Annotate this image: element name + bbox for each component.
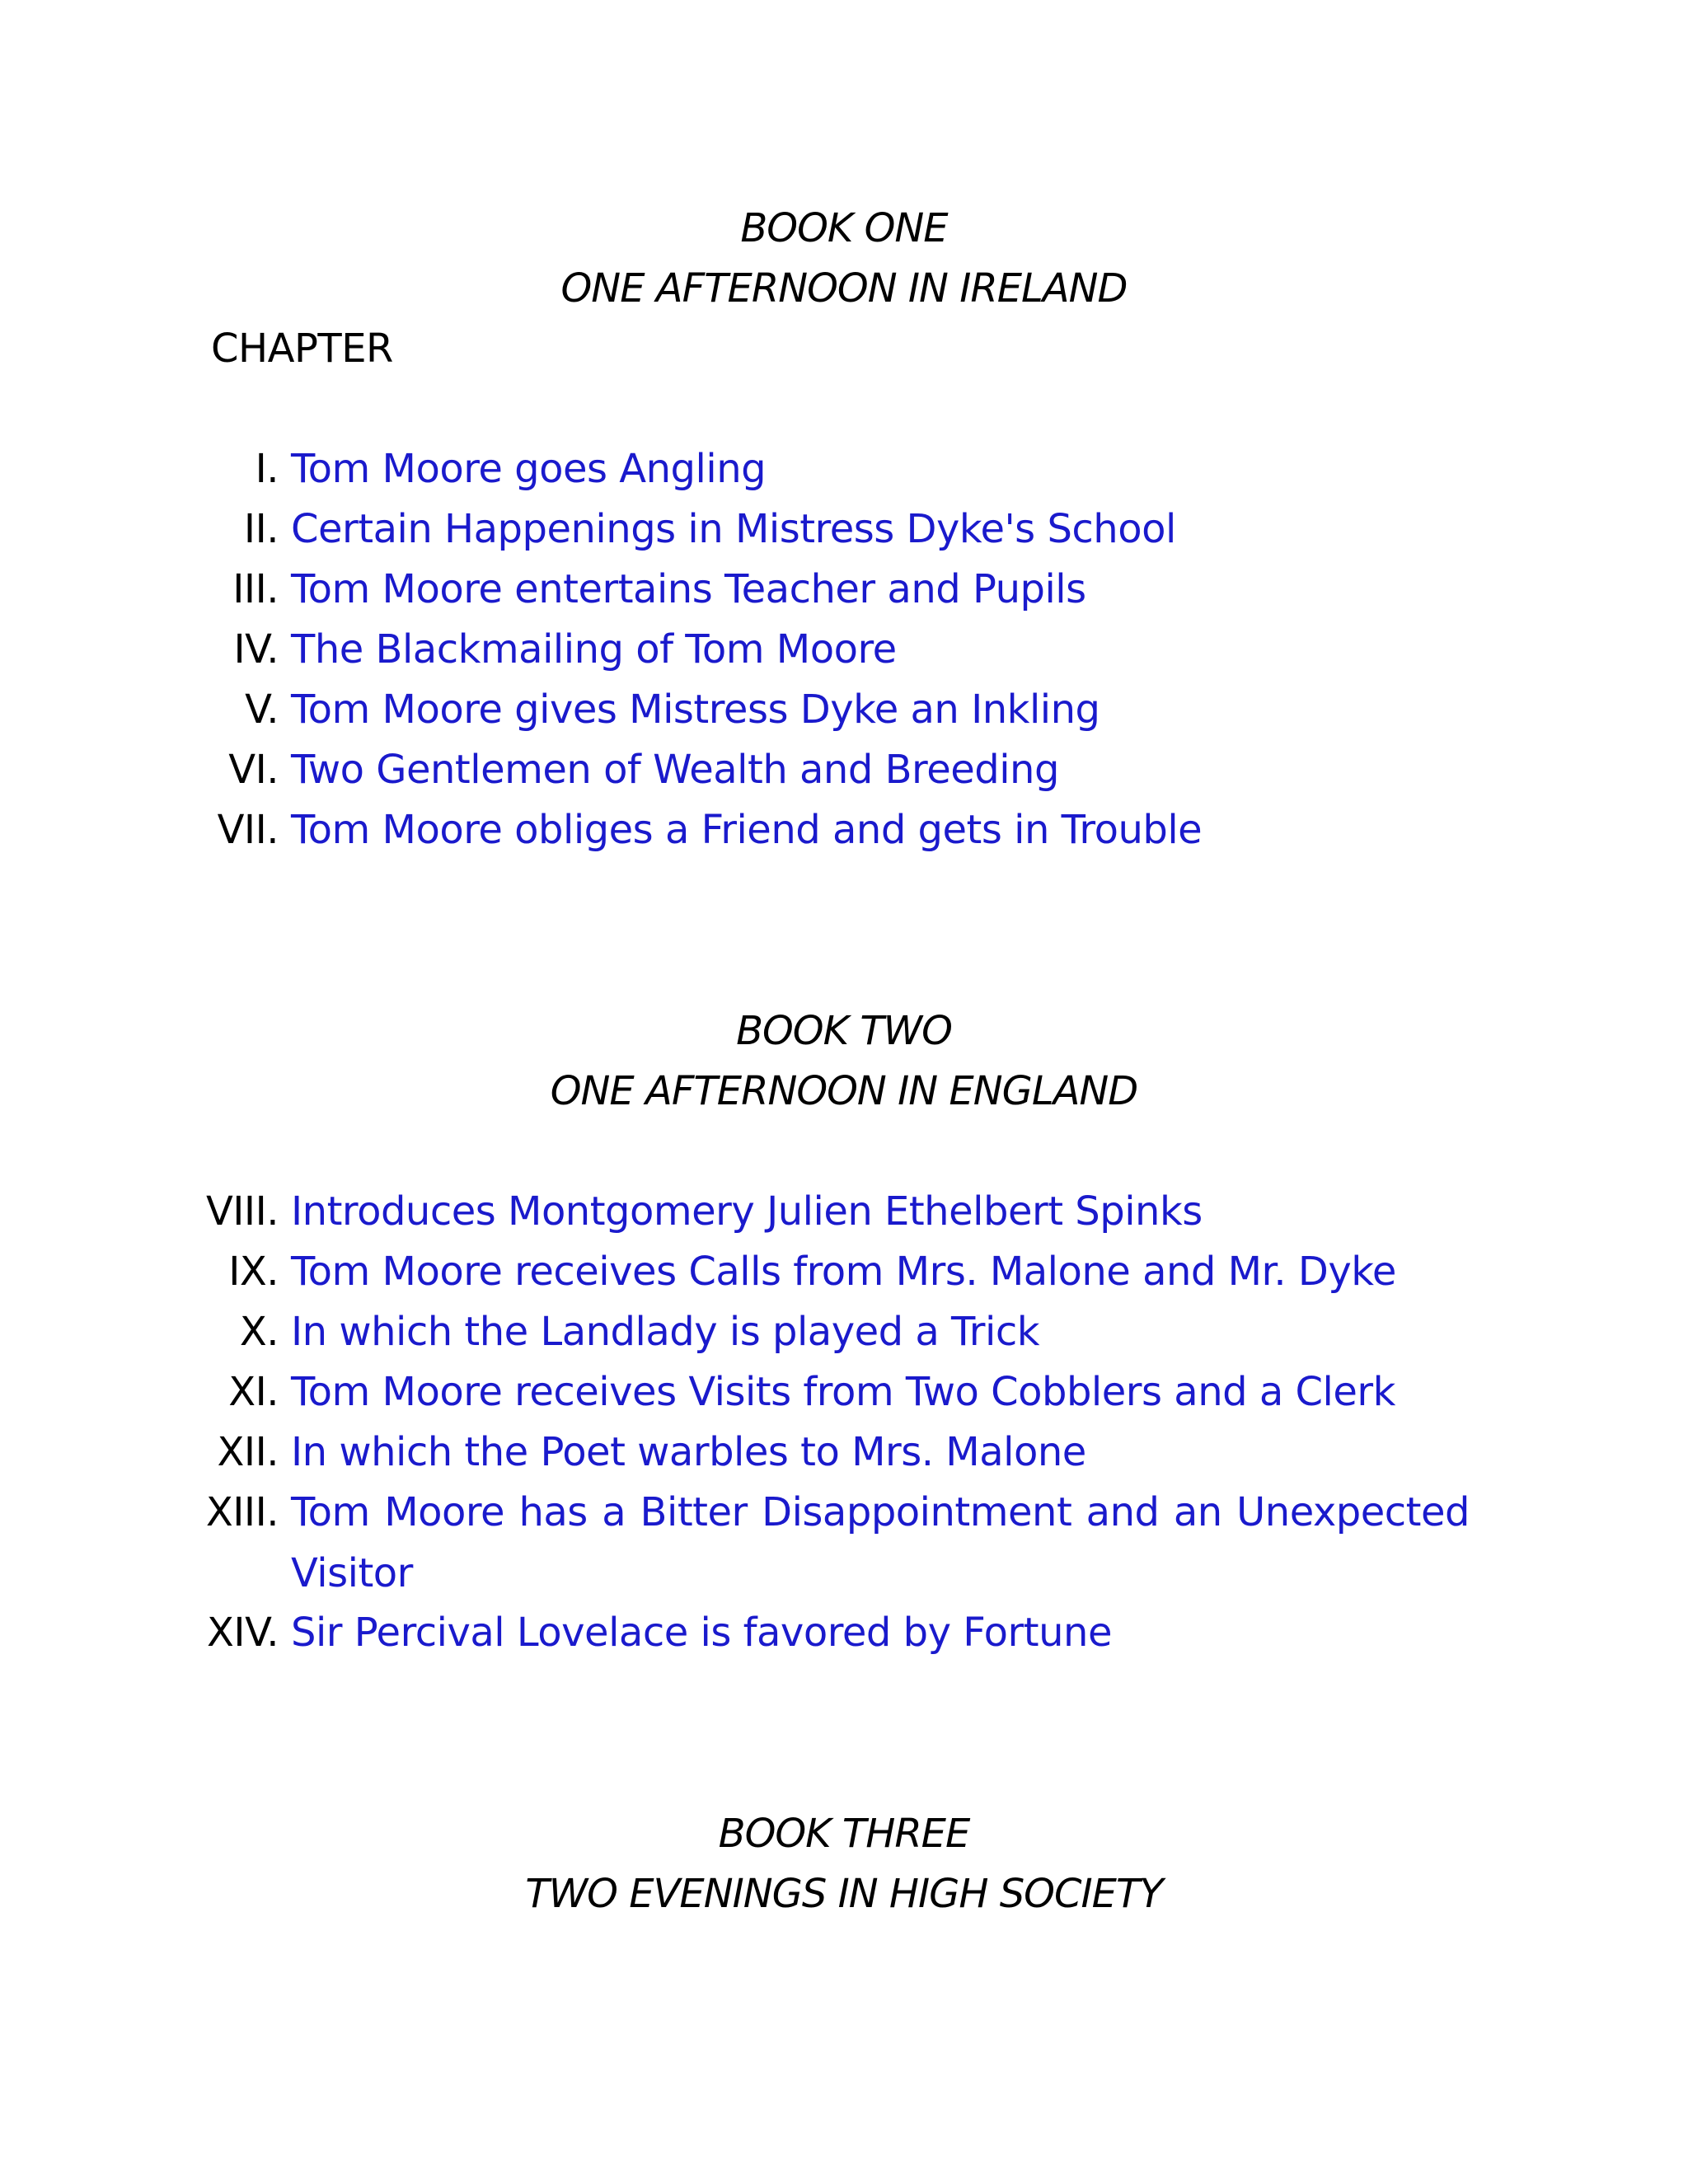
toc-row-6 bbox=[0, 745, 1688, 805]
book-one-subtitle: ONE AFTERNOON IN IRELAND bbox=[560, 265, 1128, 312]
chapter-numeral: I. bbox=[255, 446, 279, 492]
toc-row-9 bbox=[0, 1247, 1688, 1307]
chapter-numeral: XIII. bbox=[205, 1489, 279, 1535]
chapter-link[interactable]: Tom Moore obliges a Friend and gets in Trouble bbox=[291, 807, 1203, 853]
chapter-numeral: XII. bbox=[217, 1429, 279, 1475]
chapter-numeral: V. bbox=[245, 687, 279, 733]
chapter-numeral: VIII. bbox=[205, 1188, 279, 1235]
chapter-link[interactable]: Tom Moore gives Mistress Dyke an Inkling bbox=[291, 687, 1100, 733]
chapter-numeral: VII. bbox=[217, 807, 279, 853]
toc-row-1 bbox=[0, 444, 1688, 504]
toc-row-10 bbox=[0, 1307, 1688, 1367]
toc-row-14 bbox=[0, 1608, 1688, 1668]
book-two-label: BOOK TWO bbox=[736, 1008, 952, 1054]
toc-row-8 bbox=[0, 1187, 1688, 1247]
chapter-link[interactable]: Sir Percival Lovelace is favored by Fortune bbox=[291, 1610, 1112, 1656]
book-two-subtitle: ONE AFTERNOON IN ENGLAND bbox=[550, 1068, 1138, 1114]
chapter-numeral: IV. bbox=[233, 626, 279, 673]
chapter-link[interactable]: Two Gentlemen of Wealth and Breeding bbox=[291, 747, 1059, 793]
chapter-link[interactable]: In which the Landlady is played a Trick bbox=[291, 1309, 1040, 1355]
chapter-link[interactable]: Certain Happenings in Mistress Dyke's School bbox=[291, 506, 1176, 552]
toc-row-7 bbox=[0, 805, 1688, 865]
chapter-link[interactable]: The Blackmailing of Tom Moore bbox=[291, 626, 897, 673]
chapter-link[interactable]: Tom Moore has a Bitter Disappointment and an Unexpected Visitor bbox=[291, 1489, 1470, 1596]
chapter-numeral: II. bbox=[243, 506, 279, 552]
chapter-link[interactable]: Tom Moore entertains Teacher and Pupils bbox=[291, 566, 1086, 612]
book-one-label: BOOK ONE bbox=[740, 205, 948, 251]
chapter-numeral: III. bbox=[232, 566, 279, 612]
chapter-numeral: XI. bbox=[228, 1369, 279, 1415]
toc-row-11 bbox=[0, 1367, 1688, 1427]
chapter-numeral: XIV. bbox=[207, 1610, 279, 1656]
chapter-numeral: X. bbox=[239, 1309, 279, 1355]
book-three-label: BOOK THREE bbox=[718, 1811, 970, 1857]
chapter-column-label: CHAPTER bbox=[211, 326, 393, 372]
chapter-link[interactable]: In which the Poet warbles to Mrs. Malone bbox=[291, 1429, 1086, 1475]
chapter-link[interactable]: Introduces Montgomery Julien Ethelbert Spinks bbox=[291, 1188, 1203, 1235]
toc-row-4 bbox=[0, 625, 1688, 685]
book-three-subtitle: TWO EVENINGS IN HIGH SOCIETY bbox=[525, 1871, 1163, 1917]
toc-row-5 bbox=[0, 685, 1688, 745]
chapter-numeral: VI. bbox=[228, 747, 279, 793]
chapter-link[interactable]: Tom Moore goes Angling bbox=[291, 446, 767, 492]
chapter-link[interactable]: Tom Moore receives Calls from Mrs. Malone and Mr. Dyke bbox=[291, 1249, 1396, 1295]
toc-row-13 bbox=[0, 1488, 1688, 1608]
toc-row-12 bbox=[0, 1427, 1688, 1488]
toc-row-3 bbox=[0, 565, 1688, 625]
chapter-numeral: IX. bbox=[228, 1249, 279, 1295]
chapter-link[interactable]: Tom Moore receives Visits from Two Cobblers and a Clerk bbox=[291, 1369, 1395, 1415]
toc-row-2 bbox=[0, 504, 1688, 565]
